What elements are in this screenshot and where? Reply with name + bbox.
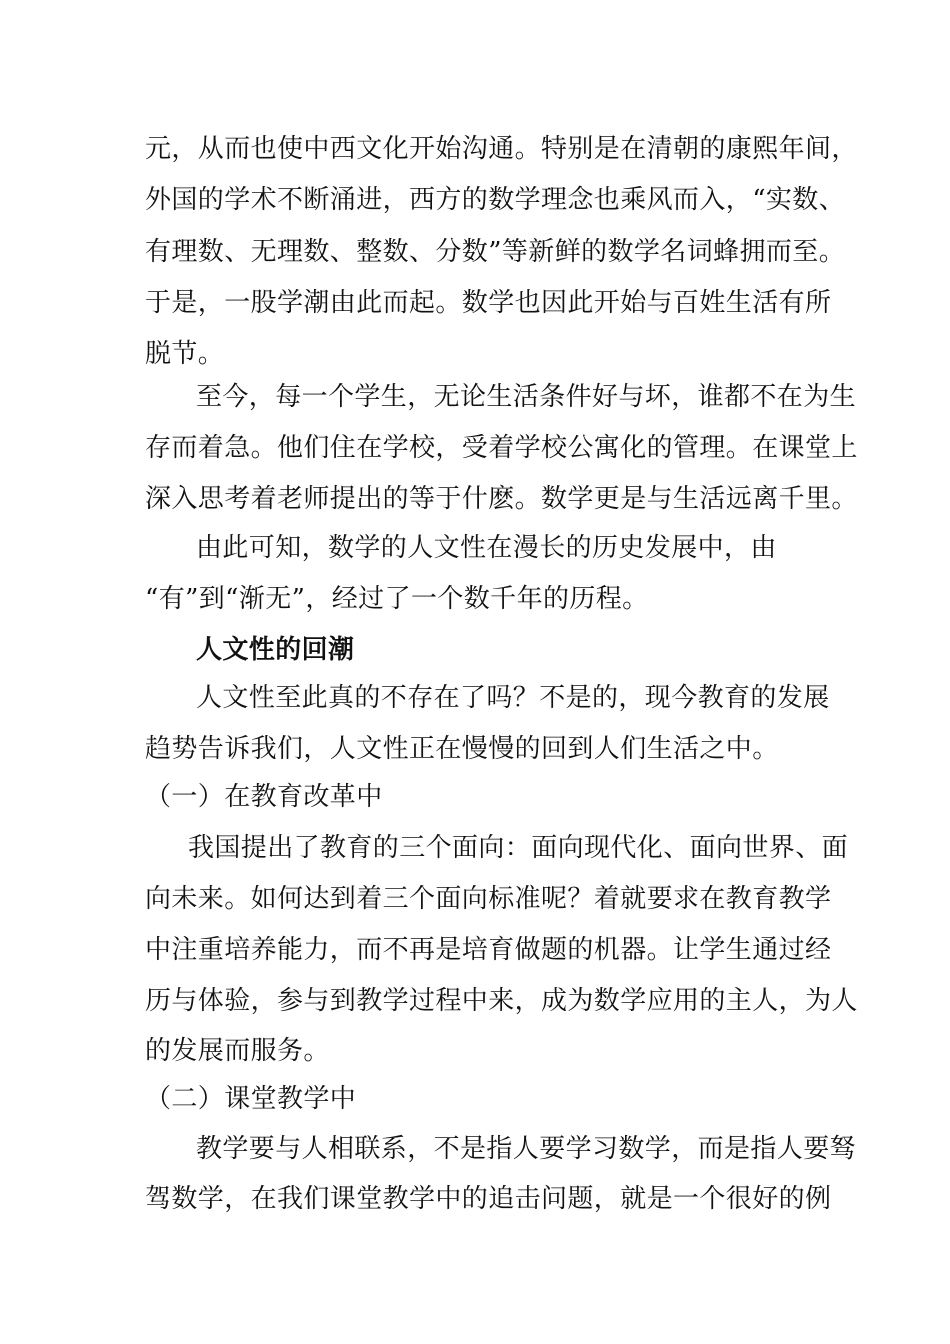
paragraph-line: 趋势告诉我们，人文性正在慢慢的回到人们生活之中。	[145, 734, 779, 764]
paragraph-line: 我国提出了教育的三个面向：面向现代化、面向世界、面	[188, 833, 849, 863]
paragraph-line: 教学要与人相联系，不是指人要学习数学，而是指人要驽	[196, 1134, 857, 1164]
paragraph-line: 有理数、无理数、整数、分数”等新鲜的数学名词蜂拥而至。	[145, 237, 846, 267]
subsection-heading: （一）在教育改革中	[145, 782, 383, 812]
paragraph-line: 人文性至此真的不存在了吗？不是的，现今教育的发展	[196, 683, 830, 713]
paragraph-line: 历与体验，参与到教学过程中来，成为数学应用的主人，为人	[145, 986, 858, 1016]
subsection-heading: （二）课堂教学中	[145, 1084, 357, 1114]
paragraph-line: 存而着急。他们住在学校，受着学校公寓化的管理。在课堂上	[145, 433, 858, 463]
paragraph-line: 的发展而服务。	[145, 1036, 330, 1066]
paragraph-line: 至今，每一个学生，无论生活条件好与坏，谁都不在为生	[196, 382, 857, 412]
paragraph-line: 脱节。	[145, 339, 225, 369]
paragraph-line: 于是，一股学潮由此而起。数学也因此开始与百姓生活有所	[145, 288, 832, 318]
paragraph-line: 元，从而也使中西文化开始沟通。特别是在清朝的康熙年间，	[145, 134, 858, 164]
paragraph-line: 深入思考着老师提出的等于什麽。数学更是与生活远离千里。	[145, 484, 858, 514]
paragraph-line: 向未来。如何达到着三个面向标准呢？着就要求在教育教学	[145, 884, 832, 914]
section-heading: 人文性的回潮	[196, 635, 355, 665]
paragraph-line: 由此可知，数学的人文性在漫长的历史发展中，由	[196, 533, 777, 563]
paragraph-line: 外国的学术不断涌进，西方的数学理念也乘风而入，“实数、	[145, 185, 846, 215]
paragraph-line: “有”到“渐无”，经过了一个数千年的历程。	[145, 584, 649, 614]
paragraph-line: 驾数学，在我们课堂教学中的追击问题，就是一个很好的例	[145, 1184, 832, 1214]
paragraph-line: 中注重培养能力，而不再是培育做题的机器。让学生通过经	[145, 935, 832, 965]
